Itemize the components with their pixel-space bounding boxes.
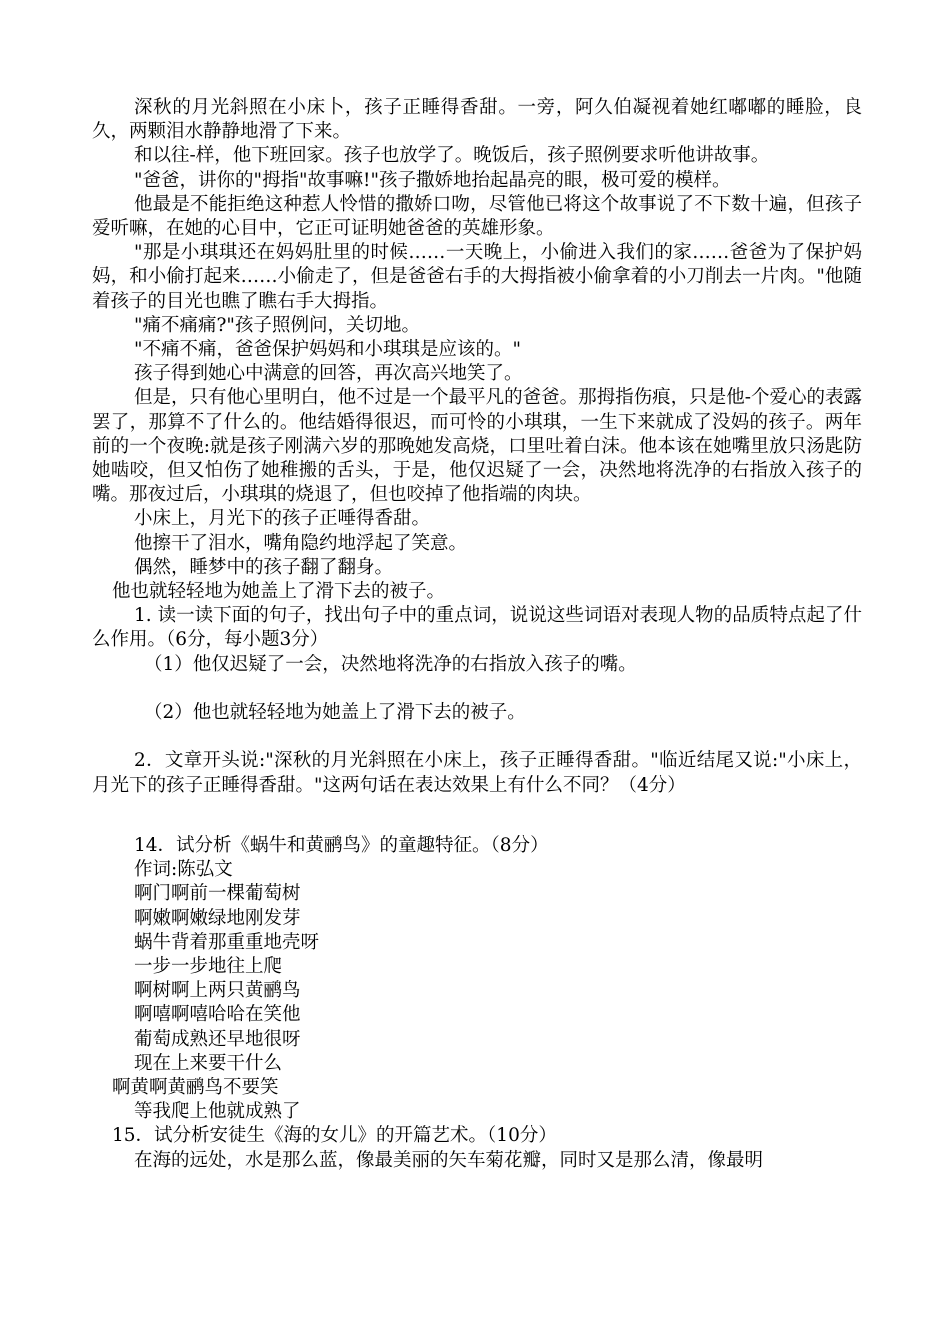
answer-space [92,798,862,822]
song-lyricist: 作词:陈弘文 [134,859,233,881]
question-2: 2．文章开头说:"深秋的月光斜照在小床上，孩子正睡得香甜。"临近结尾又说:"小床上，月光下的孩子正睡得香甜。"这两句话在表达效果上有什么不同？（4分） [92,750,862,796]
story-paragraph: "不痛不痛，爸爸保护妈妈和小琪琪是应该的。" [134,339,522,361]
song-line: 等我爬上他就成熟了 [134,1101,301,1123]
story-last-line: 他也就轻轻地为她盖上了滑下去的被子。 [112,581,446,603]
question-15: 15．试分析安徒生《海的女儿》的开篇艺术。（10分） [112,1125,557,1147]
story-paragraph: "爸爸，讲你的"拇指"故事嘛!"孩子撒娇地抬起晶亮的眼，极可爱的模样。 [134,169,731,191]
song-line: 啊嘻啊嘻哈哈在笑他 [134,1004,301,1026]
song-line: 啊门啊前一棵葡萄树 [134,883,301,905]
passage-15-opening: 在海的远处，水是那么蓝，像最美丽的矢车菊花瓣，同时又是那么清，像最明 [134,1149,764,1171]
song-line: 啊嫩啊嫩绿地刚发芽 [134,907,301,929]
song-line: 现在上来要干什么 [134,1052,283,1074]
story-paragraph: 深秋的月光斜照在小床卜，孩子正睡得香甜。一旁，阿久伯凝视着她红嘟嘟的睡脸，良久，两颗泪水静静地滑了下来。 [92,97,862,143]
question-14: 14．试分析《蜗牛和黄鹂鸟》的童趣特征。（8分） [134,835,549,857]
answer-space [92,725,862,749]
story-paragraph: 他最是不能拒绝这种惹人怜惜的撒娇口吻，尽管他已将这个故事说了不下数十遍，但孩子爱听嘛，在她的心目中，它正可证明她爸爸的英雄形象。 [92,193,862,240]
questions-section [92,604,862,858]
story-paragraph: 他擦干了泪水，嘴角隐约地浮起了笑意。 [134,532,468,554]
story-paragraph: 孩子得到她心中满意的回答，再次高兴地笑了。 [134,363,523,385]
story-paragraph: 和以往-样，他下班回家。孩子也放学了。晚饭后，孩子照例要求听他讲故事。 [134,145,770,167]
question-1-2: （2）他也就轻轻地为她盖上了滑下去的被子。 [144,702,526,724]
story-paragraph: "那是小琪琪还在妈妈肚里的时候……一天晚上，小偷进入我们的家……爸爸为了保护妈妈，和小偷打起来……小偷走了，但是爸爸右手的大拇指被小偷拿着的小刀削去一片肉。"他随着孩子的目光也瞧了瞧右手大拇指。 [92,242,862,312]
story-paragraph: 小床上，月光下的孩子正唾得香甜。 [134,508,431,530]
song-line: 葡萄成熟还早地很呀 [134,1028,301,1050]
song-line: 啊黄啊黄鹂鸟不要笑 [112,1077,279,1099]
answer-space [92,677,862,701]
question-1-1: （1）他仅迟疑了一会，决然地将洗净的右指放入孩子的嘴。 [144,653,637,675]
document-page [92,96,862,1173]
question-1: 1. 读一读下面的句子，找出句子中的重点词，说说这些词语对表现人物的品质特点起了什么作用。（6分，每小题3分） [92,605,862,651]
song-line: 啊树啊上两只黄鹂鸟 [134,980,301,1002]
story-paragraph: 偶然，睡梦中的孩子翻了翻身。 [134,556,394,578]
song-lyrics [92,858,862,1124]
song-line: 蜗牛背着那重重地壳呀 [134,931,320,953]
song-line: 一步一步地往上爬 [134,956,283,978]
story-paragraph: 但是，只有他心里明白，他不过是一个最平凡的爸爸。那拇指伤痕，只是他-个爱心的表露罢了，那算不了什么的。他结婚得很迟，而可怜的小琪琪，一生下来就成了没妈的孩子。两年前的一个夜晚:就是孩子刚满六岁的那晚她发高烧，口里吐着白沫。他本该在她嘴里放只汤匙防她啮咬，但又怕伤了她稚搬的舌头，于是，他仅迟疑了一会，决然地将洗净的右指放入孩子的嘴。那夜过后，小琪琪的烧退了，但也咬掉了他指端的肉块。 [92,387,862,506]
answer-space [92,822,862,834]
story-paragraph: "痛不痛痛?"孩子照例问，关切地。 [134,314,420,336]
story-section [92,96,862,604]
question-15-section [92,1124,862,1172]
